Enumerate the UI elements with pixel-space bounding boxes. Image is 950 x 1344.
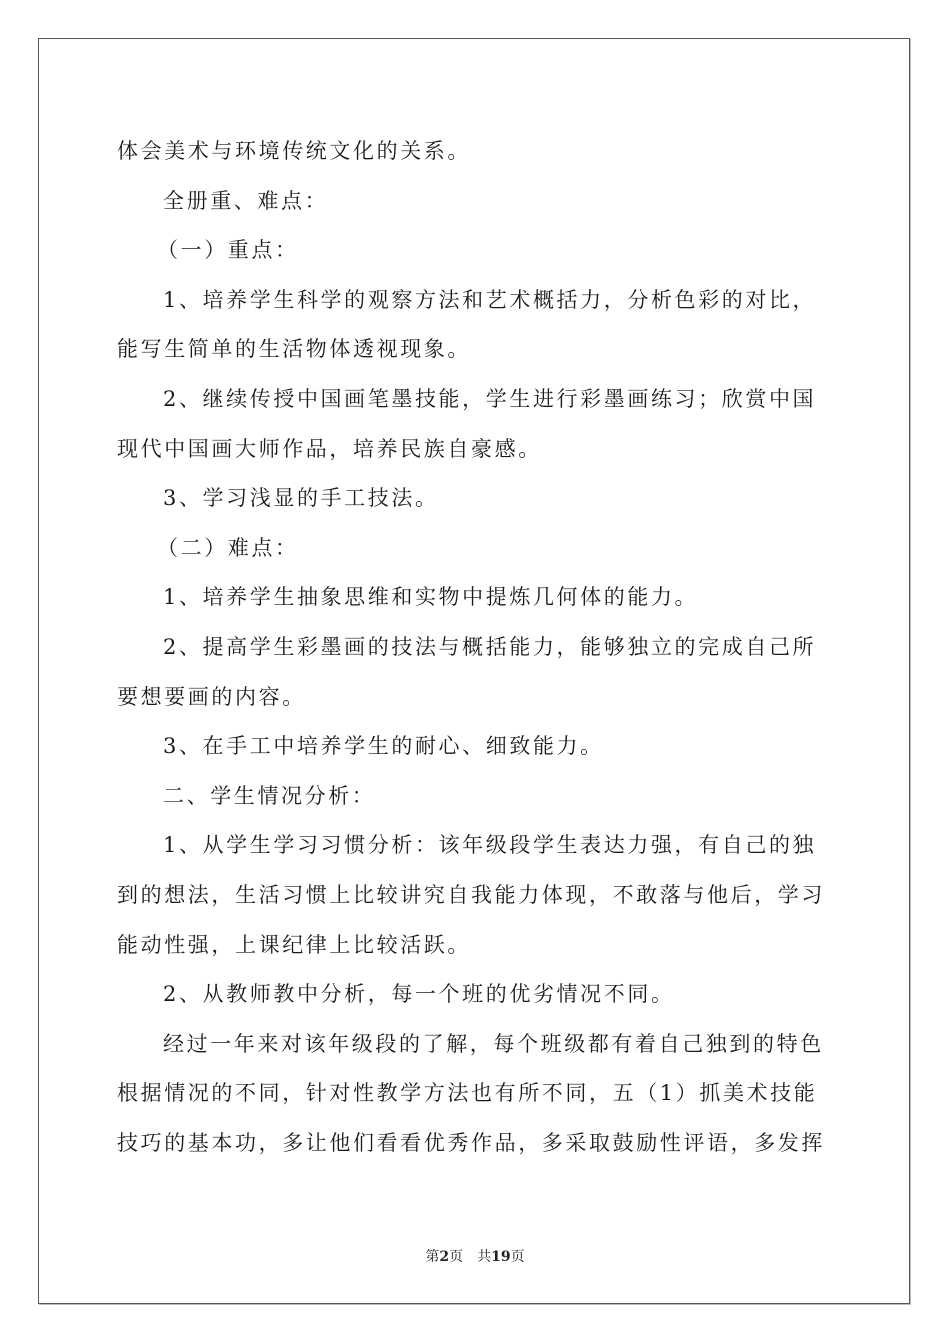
text-line: 技巧的基本功，多让他们看看优秀作品，多采取鼓励性评语，多发挥 (117, 1130, 825, 1155)
text-line: 能动性强，上课纪律上比较活跃。 (117, 932, 471, 957)
current-page-number: 2 (439, 1249, 450, 1265)
footer-total-suffix: 页 (510, 1249, 525, 1265)
text-line: 要想要画的内容。 (117, 684, 306, 709)
text-line: 2、提高学生彩墨画的技法与概括能力，能够独立的完成自己所 (163, 634, 817, 659)
footer-prefix: 第 (425, 1249, 440, 1265)
subheading-focus: （一）重点： (157, 238, 299, 263)
section-heading-key-points: 全册重、难点： (163, 188, 329, 213)
text-line: 现代中国画大师作品，培养民族自豪感。 (117, 436, 542, 461)
text-line: 到的想法，生活习惯上比较讲究自我能力体现，不敢落与他后，学习 (117, 882, 825, 907)
text-line: 体会美术与环境传统文化的关系。 (117, 139, 471, 163)
text-line: 1、从学生学习习惯分析：该年级段学生表达力强，有自己的独 (163, 833, 817, 858)
text-line: 3、学习浅显的手工技法。 (163, 486, 439, 511)
footer-page-suffix: 页 (449, 1249, 464, 1265)
footer-total-prefix: 共 (477, 1249, 492, 1265)
text-line: 2、继续传授中国画笔墨技能，学生进行彩墨画练习；欣赏中国 (163, 386, 817, 411)
text-line: 3、在手工中培养学生的耐心、细致能力。 (163, 734, 604, 759)
subheading-difficulties: （二）难点： (157, 535, 299, 560)
text-line: 经过一年来对该年级段的了解，每个班级都有着自己独到的特色 (163, 1031, 824, 1056)
document-body (117, 131, 833, 1172)
total-pages-number: 19 (491, 1249, 511, 1265)
text-line: 能写生简单的生活物体透视现象。 (117, 337, 471, 362)
text-line: 1、培养学生抽象思维和实物中提炼几何体的能力。 (163, 585, 699, 610)
text-line: 1、培养学生科学的观察方法和艺术概括力，分析色彩的对比， (163, 287, 817, 312)
text-line: 根据情况的不同，针对性教学方法也有所不同，五（1）抓美术技能 (117, 1081, 818, 1106)
section-heading-student-analysis: 二、学生情况分析： (163, 783, 376, 808)
text-line: 2、从教师教中分析，每一个班的优劣情况不同。 (163, 982, 675, 1007)
page-number-footer (0, 1246, 950, 1266)
